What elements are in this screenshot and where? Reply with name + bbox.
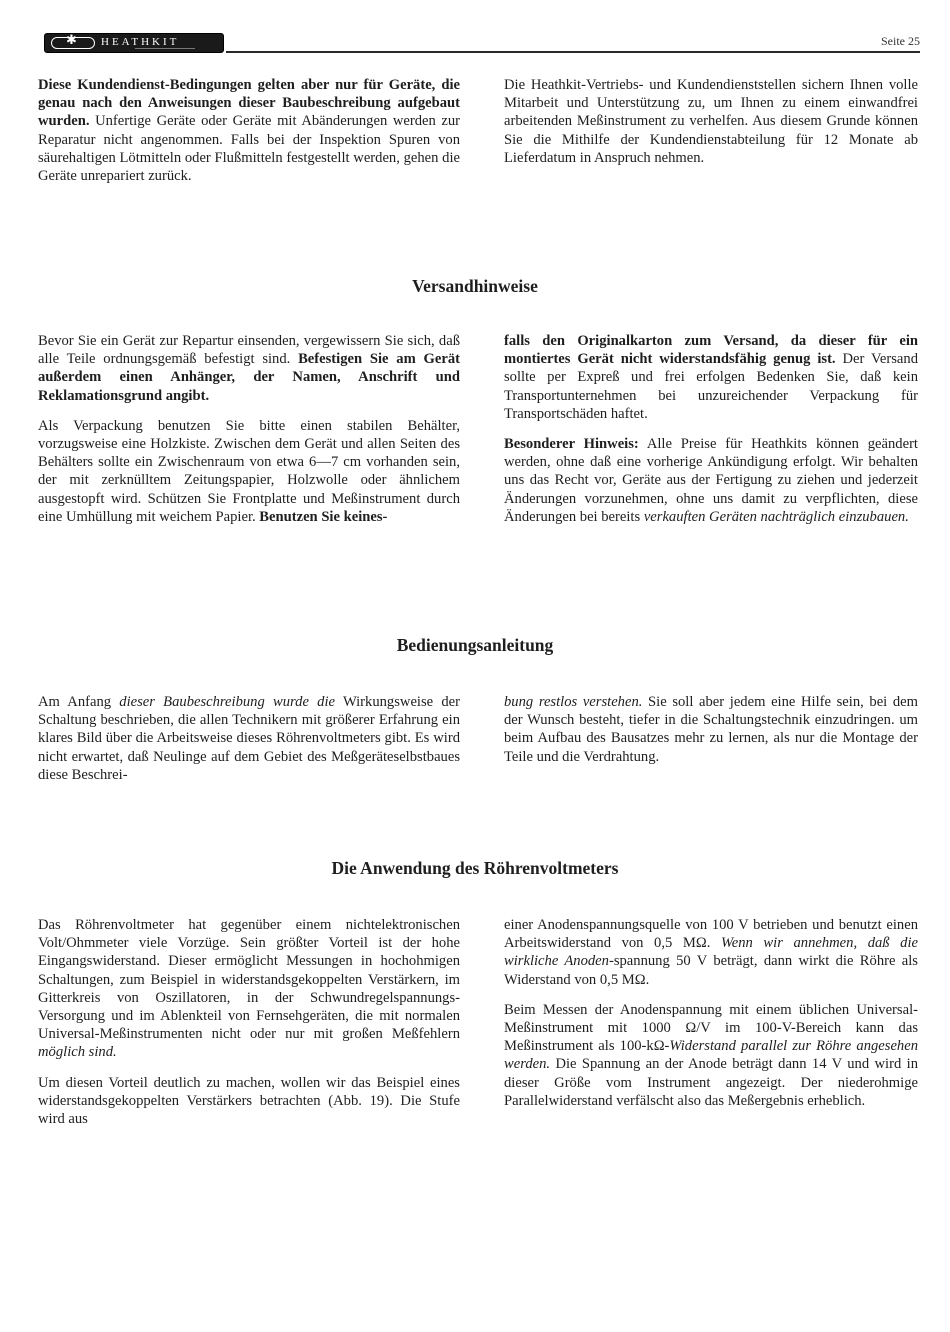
versand-right-p1-bold: falls den Originalkarton zum Versand, da dieser für ein montiertes Gerät nicht widerstandsfähig genug ist.	[504, 333, 918, 368]
heading-anwendung: Die Anwendung des Röhrenvoltmeters	[331, 858, 619, 878]
bedienung-right-italic: bung restlos verstehen.	[504, 694, 643, 710]
bedienung-left-text-1: Am Anfang	[38, 694, 120, 710]
versand-right-paragraph-1	[504, 332, 918, 423]
page-number: Seite 25	[881, 34, 920, 48]
bedienung-right-column	[504, 693, 918, 778]
anwendung-right-column	[504, 916, 918, 1122]
bedienung-right-paragraph	[504, 693, 918, 766]
versand-right-column	[504, 332, 918, 538]
bedienung-right-text: Sie soll aber jedem eine Hilfe sein, bei dem der Wunsch besteht, tiefer in die Schaltungstechnik einzudringen. um beim Aufbau des Bausatzes mehr zu lernen, als nur die Montage der Teile und die Verdrahtung.	[504, 694, 918, 765]
heading-bedienungsanleitung: Bedienungsanleitung	[396, 635, 554, 655]
versand-right-p1-text: Der Versand sollte per Expreß und frei erfolgen Bedenken Sie, daß kein Transportunternehmen bei unzureichender Verpackung für Transportschäden haftet.	[504, 351, 918, 422]
anwendung-left-p1-italic: möglich sind.	[38, 1044, 117, 1061]
versand-left-p1-bold: Befestigen Sie am Gerät außerdem einen Anhänger, der Namen, Anschrift und Reklamationsgrund angibt.	[38, 351, 460, 404]
page-header	[44, 32, 920, 58]
heading-versandhinweise: Versandhinweise	[412, 276, 538, 296]
anwendung-right-p2-text-2: Die Spannung an der Anode beträgt dann 14 V und wird in dieser Größe vom Instrument angezeigt. Der niederohmige Parallelwiderstand verfälscht also das Meßergebnis erheblich.	[504, 1056, 918, 1109]
versand-right-p2-bold: Besonderer Hinweis:	[504, 436, 639, 453]
heathkit-logo	[44, 33, 224, 53]
logo-underline	[135, 48, 195, 49]
anwendung-left-column	[38, 916, 460, 1140]
intro-left-column	[38, 76, 460, 197]
anwendung-right-p1-text-2: spannung 50 V beträgt, dann wirkt die Röhre als Widerstand von 0,5 MΩ.	[504, 953, 918, 988]
logo-emblem-icon	[51, 37, 95, 49]
bedienung-left-paragraph	[38, 693, 460, 784]
versand-left-p2-bold: Benutzen Sie keines-	[259, 508, 388, 525]
anwendung-right-paragraph-2	[504, 1001, 918, 1110]
versand-right-paragraph-2	[504, 435, 918, 526]
versand-right-p2-text: Alle Preise für Heathkits können geändert werden, ohne daß eine vorherige Ankündigung erfolgt. Wir behalten uns das Recht vor, Geräte aus der Fertigung zu ziehen und jederzeit Änderungen vorzunehmen, ohne uns damit zu verpflichten, diese Änderungen bei bereits	[504, 436, 918, 525]
intro-right-column	[504, 76, 918, 179]
bedienung-left-column	[38, 693, 460, 796]
versand-left-column	[38, 332, 460, 538]
bedienung-left-italic: dieser Baubeschreibung wurde die	[119, 694, 335, 710]
header-rule	[226, 51, 920, 53]
anwendung-right-p2-italic: Widerstand parallel zur Röhre angesehen werden.	[504, 1038, 918, 1073]
anwendung-right-p1-text: einer Anodenspannungsquelle von 100 V betrieben und benutzt einen Arbeitswiderstand von 0,5 MΩ.	[504, 917, 918, 952]
anwendung-right-p1-italic: Wenn wir annehmen, daß die wirkliche Anoden-	[504, 935, 918, 970]
intro-right-paragraph: Die Heathkit-Vertriebs- und Kundendienststellen sichern Ihnen volle Mitarbeit und Unterstützung zu, um Ihnen zu einem einwandfrei arbeitenden Meßinstrument zu verhelfen. Aus diesem Grunde können Sie die Mithilfe der Kundendienstabteilung für 12 Monate ab Lieferdatum in Anspruch nehmen.	[504, 77, 918, 166]
anwendung-right-p2-text: Beim Messen der Anodenspannung mit einem üblichen Universal-Meßinstrument mit 1000 Ω/V im 100-V-Bereich kann das Meßinstrument als 100-kΩ-	[504, 1001, 918, 1055]
intro-left-text: Unfertige Geräte oder Geräte mit Abänderungen werden zur Reparatur nicht angenommen. Falls bei der Inspektion Spuren von säurehaltigen Lötmitteln oder Flußmitteln festgestellt werden, gehen die Geräte unrepariert zurück.	[38, 113, 460, 185]
anwendung-right-paragraph-1	[504, 916, 918, 989]
bedienung-left-text-2: Wirkungsweise der Schaltung beschrieben, die allen Technikern mit größerer Erfahrung ein klares Bild über die Arbeitsweise dieses Röhrenvoltmeters gibt. Es wird nicht erwartet, daß Neulinge auf dem Gebiet des Meßgeräteselbstbaues diese Beschrei-	[38, 694, 460, 783]
intro-left-bold: Diese Kundendienst-Bedingungen gelten aber nur für Geräte, die genau nach den Anweisungen dieser Baubeschreibung aufgebaut wurden.	[38, 77, 460, 130]
versand-left-paragraph-2	[38, 417, 460, 526]
intro-left-paragraph	[38, 76, 460, 185]
versand-left-p1-text: Bevor Sie ein Gerät zur Repartur einsenden, vergewissern Sie sich, daß alle Teile ordnungsgemäß befestigt sind.	[38, 333, 460, 368]
anwendung-left-p1-text: Das Röhrenvoltmeter hat gegenüber einem nichtelektronischen Volt/Ohmmeter viele Vorzüge. Sein größter Vorteil ist der hohe Eingangswiderstand. Dieser ermöglicht Messungen in hochohmigen Schaltungen, zum Beispiel in widerstandsgekoppelten Verstärkern, im Gitterkreis von Oszillatoren, in der Schwundregelspannungs-Versorgung und im Ablenkteil von Fernsehgeräten, die mit normalen Universal-Meßinstrumenten nicht oder nur mit großen Meßfehlern	[38, 917, 460, 1043]
versand-right-p2-italic: verkauften Geräten nachträglich einzubauen.	[643, 508, 909, 525]
versand-left-p2-text: Als Verpackung benutzen Sie bitte einen stabilen Behälter, vorzugsweise eine Holzkiste. Zwischen dem Gerät und allen Seiten des Behälters sollte ein Zwischenraum von etwa 6—7 cm vorhanden sein, der mit zerknülltem Zeitungspapier, Holzwolle oder ähnlichem ausgestopft wird. Schützen Sie Frontplatte und Meßinstrument durch eine Umhüllung mit weichem Papier.	[38, 417, 460, 525]
anwendung-left-paragraph-1	[38, 916, 460, 1062]
versand-left-paragraph-1	[38, 332, 460, 405]
anwendung-left-paragraph-2: Um diesen Vorteil deutlich zu machen, wollen wir das Beispiel eines widerstandsgekoppelten Verstärkers betrachten (Abb. 19). Die Stufe wird aus	[38, 1074, 460, 1128]
logo-text: HEATHKIT	[101, 36, 180, 48]
